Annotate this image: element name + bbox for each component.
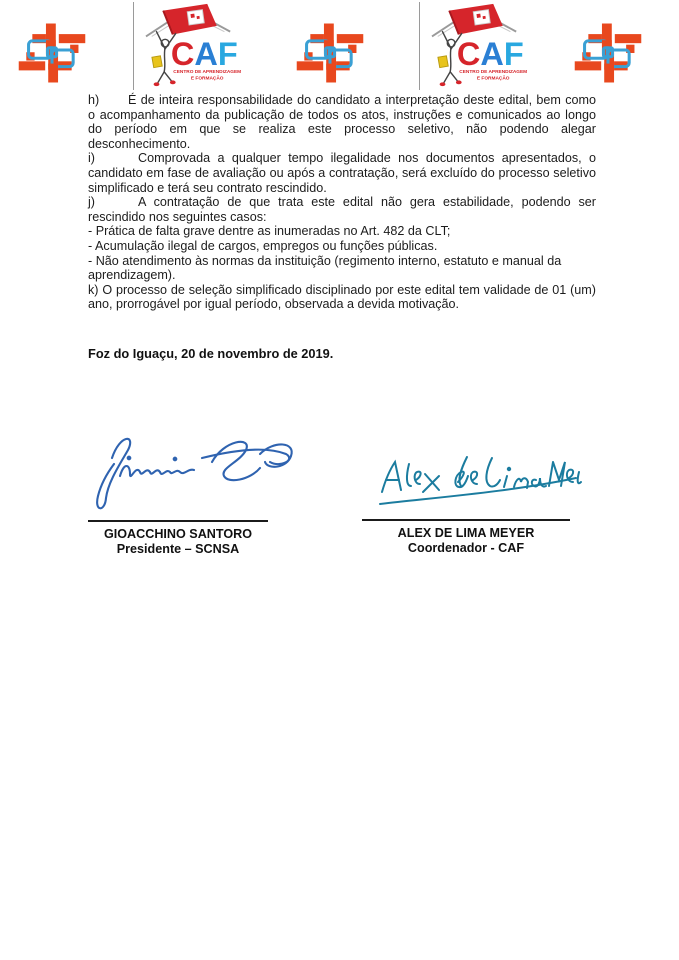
list-item: - Acumulação ilegal de cargos, empregos ou funções públicas. <box>88 238 438 253</box>
signatory-name: GIOACCHINO SANTORO <box>103 527 253 541</box>
caf-letter-a: A <box>194 36 218 73</box>
paragraph-h-label: h) <box>88 93 100 107</box>
svg-text:CAF <box>171 36 238 72</box>
paragraph-j-label: j) <box>88 195 95 210</box>
paragraph-k: k) O processo de seleção simplificado disciplinado por este edital tem validade de 01 (um) ano, prorrogável por igual período, observada a devida motivação. <box>88 282 596 312</box>
signatory-role: Presidente – SCNSA <box>116 542 240 556</box>
caf-logo <box>133 2 246 90</box>
paragraph-i-text: Comprovada a qualquer tempo ilegalidade nos documentos apresentados, o candidato em fase de avaliação ou após a contratação, será excluído do processo seletivo simplificado e terá seu contrato rescindido. <box>88 151 596 195</box>
paragraph-i-label: i) <box>88 151 95 166</box>
caf-letter-c: C <box>170 36 195 73</box>
signature-alex-ink <box>370 442 585 510</box>
signatory-name: ALEX DE LIMA MEYER <box>397 526 535 540</box>
paragraph-i <box>88 151 596 195</box>
caf-logo-icon <box>134 2 246 90</box>
list-item: - Prática de falta grave dentre as inumeradas no Art. 482 da CLT; <box>88 224 451 239</box>
caf-tagline-1: CENTRO DE APRENDIZAGEM <box>173 69 242 75</box>
caf-letter-f: F <box>217 36 238 73</box>
signature-line <box>362 519 570 521</box>
paragraph-h-text: É de inteira responsabilidade do candidato a interpretação deste edital, bem como o acompanhamento da publicação de todos os atos, instruções e comunicados ao longo do período em que se realiza este processo seletivo, não podendo alegar desconhecimento. <box>88 93 596 151</box>
paragraph-j <box>88 195 596 224</box>
paragraph-j-text: A contratação de que trata este edital não gera estabilidade, podendo ser rescindido nos seguintes casos: <box>88 195 596 224</box>
signature-gioacchino-ink <box>84 426 309 516</box>
hash-chain-logo <box>12 22 92 84</box>
hash-chain-logo <box>568 22 648 84</box>
svg-text:CAF: CAF <box>456 36 524 73</box>
list-item: - Não atendimento às normas da instituição (regimento interno, estatuto e manual da aprendizagem). <box>88 253 562 283</box>
signatory-role: Coordenador - CAF <box>407 541 525 555</box>
signature-block-right <box>362 519 570 556</box>
hash-chain-logo-icon <box>12 22 92 84</box>
paragraph-h <box>88 93 596 151</box>
hash-chain-logo <box>290 22 370 84</box>
caf-logo <box>419 2 532 90</box>
signature-block-left <box>88 520 268 557</box>
svg-text:CENTRO DE APRENDIZAGEM: CENTRO DE APRENDIZAGEM <box>459 69 528 75</box>
document-body <box>88 93 596 312</box>
signature-line <box>88 520 268 522</box>
svg-text:E FORMAÇÃO: E FORMAÇÃO <box>476 76 510 82</box>
dateline: Foz do Iguaçu, 20 de novembro de 2019. <box>88 346 334 361</box>
caf-tagline-2: E FORMAÇÃO <box>190 76 224 82</box>
